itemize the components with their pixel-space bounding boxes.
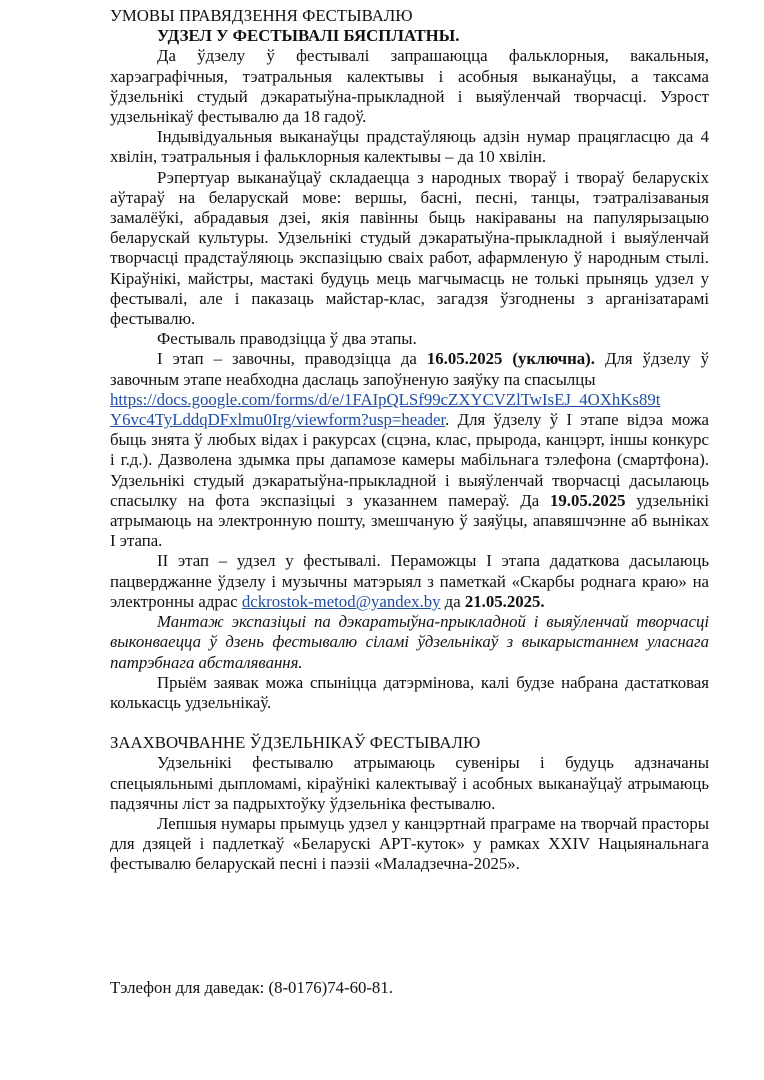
paragraph-early-close: Прыём заявак можа спыніцца датэрмінова, калі будзе набрана дастатковая колькасць удзельнікаў. [110,672,709,712]
contact-phone: Тэлефон для даведак: (8-0176)74-60-81. [110,978,393,997]
paragraph-stage-one [110,349,709,551]
stage-two-deadline: 21.05.2025. [464,591,545,611]
paragraph-repertoire: Рэпертуар выканаўцаў складаецца з народных твораў і твораў беларускіх аўтараў на беларускай мове: вершы, баснi, песні, танцы, тэатралізаваныя замалёўкі, абрадавыя дзеі, якія павінны быць накіраваны на папулярызацыю беларускай культуры. Удзельнікі студый дэкаратыўна-прыкладной і выяўленчай творчасці прадстаўляюць экспазіцыю сваіх работ, афармленую ў народным стылі. Кіраўнікі, майстры, мастакі будуць мець магчымасць не толькі прыняць удзел у фестывалі, але і паказаць майстар-клас, загадзя ўзгоднены з арганізатарамі фестывалю. [110,167,709,329]
stage-one-text-b: Для ўдзелу ў завочным этапе неабходна даслаць запоўненую заяўку па спасылцы [110,349,709,389]
application-form-link-line1: https://docs.google.com/forms/d/e/1FAIpQLSf99cZXYCVZlTwIsEJ_4OXhKs89t [110,389,661,409]
stage-two-text-b: да [440,591,465,611]
paragraph-best-numbers: Лепшыя нумары прымуць удзел у канцэртнай праграме на творчай прасторы для дзяцей і падлеткаў «Беларускі АРТ-куток» у рамках XXIV Нацыянальнага фестывалю беларускай песні і паэзіі «Маладзечна-2025». [110,813,709,874]
paragraph-stages: Фестываль праводзіцца ў два этапы. [157,329,417,349]
section-title-conditions: УМОВЫ ПРАВЯДЗЕННЯ ФЕСТЫВАЛЮ [110,6,413,25]
results-date: 19.05.2025 [550,490,626,510]
stage-one-deadline: 16.05.2025 (уключна). [426,349,595,369]
email-link[interactable]: dckrostok-metod@yandex.by [241,591,441,611]
paragraph-rewards: Удзельнікі фестывалю атрымаюць сувеніры і будуць адзначаны спецыяльнымі дыпломамі, кіраўнікі калектываў і асобных выканаўцаў атрымаюць падзячны ліст за падрыхтоўку ўдзельніка фестывалю. [110,753,709,813]
paragraph-stage-two [110,551,709,612]
stage-two-text-a: II этап – удзел у фестывалі. Пераможцы I этапа дадаткова дасылаюць пацверджанне ўдзелу і музычны матэрыял з паметкай «Скарбы роднага краю» на электронны адрас [110,551,709,611]
paragraph-installation: Мантаж экспазіцыі па дэкаратыўна-прыкладной і выяўленчай творчасці выконваецца ў дзень фестывалю сіламі ўдзельнікаў з выкарыстаннем уласнага патрэбнага абсталявання. [110,612,709,672]
stage-one-text-c: . Для ўдзелу ў I этапе відэа можа быць знята ў любых відах і ракурсах (сцэна, клас, прырода, канцэрт, іншы конкурс і г.д.). Дазволена здымка пры дапамозе камеры мабільнага тэлефона (смартфона). Удзельнікі студый дэкаратыўна-прыкладной і выяўленчай творчасці дасылаюць спасылку на фота экспазіцыі з указаннем памераў. Да [110,410,709,510]
paragraph-duration: Індывідуальныя выканаўцы прадстаўляюць адзін нумар працягласцю да 4 хвілін, тэатральныя і фальклорныя калектывы – да 10 хвілін. [110,127,709,167]
paragraph-participants: Да ўдзелу ў фестывалі запрашаюцца фальклорныя, вакальныя, харэаграфічныя, тэатральныя калектывы і асобныя выканаўцы, а таксама ўдзельнікі студый дэкаратыўна-прыкладной і выяўленчай творчасці. Узрост удзельнікаў фестывалю да 18 гадоў. [110,46,709,127]
stage-one-text-d: удзельнікі атрымаюць на электронную пошту, змешчаную ў заяўцы, апавяшчэнне аб выніках I этапа. [110,490,709,551]
section-title-rewards: ЗААХВОЧВАННЕ ЎДЗЕЛЬНІКАЎ ФЕСТЫВАЛЮ [110,733,481,753]
application-form-link-line2: Y6vc4TyLddqDFxlmu0Irg/viewform?usp=header [110,410,446,430]
stage-one-text-a: I этап – завочны, праводзіцца да [157,349,427,369]
free-participation-heading: УДЗЕЛ У ФЕСТЫВАЛІ БЯСПЛАТНЫ. [157,26,460,46]
